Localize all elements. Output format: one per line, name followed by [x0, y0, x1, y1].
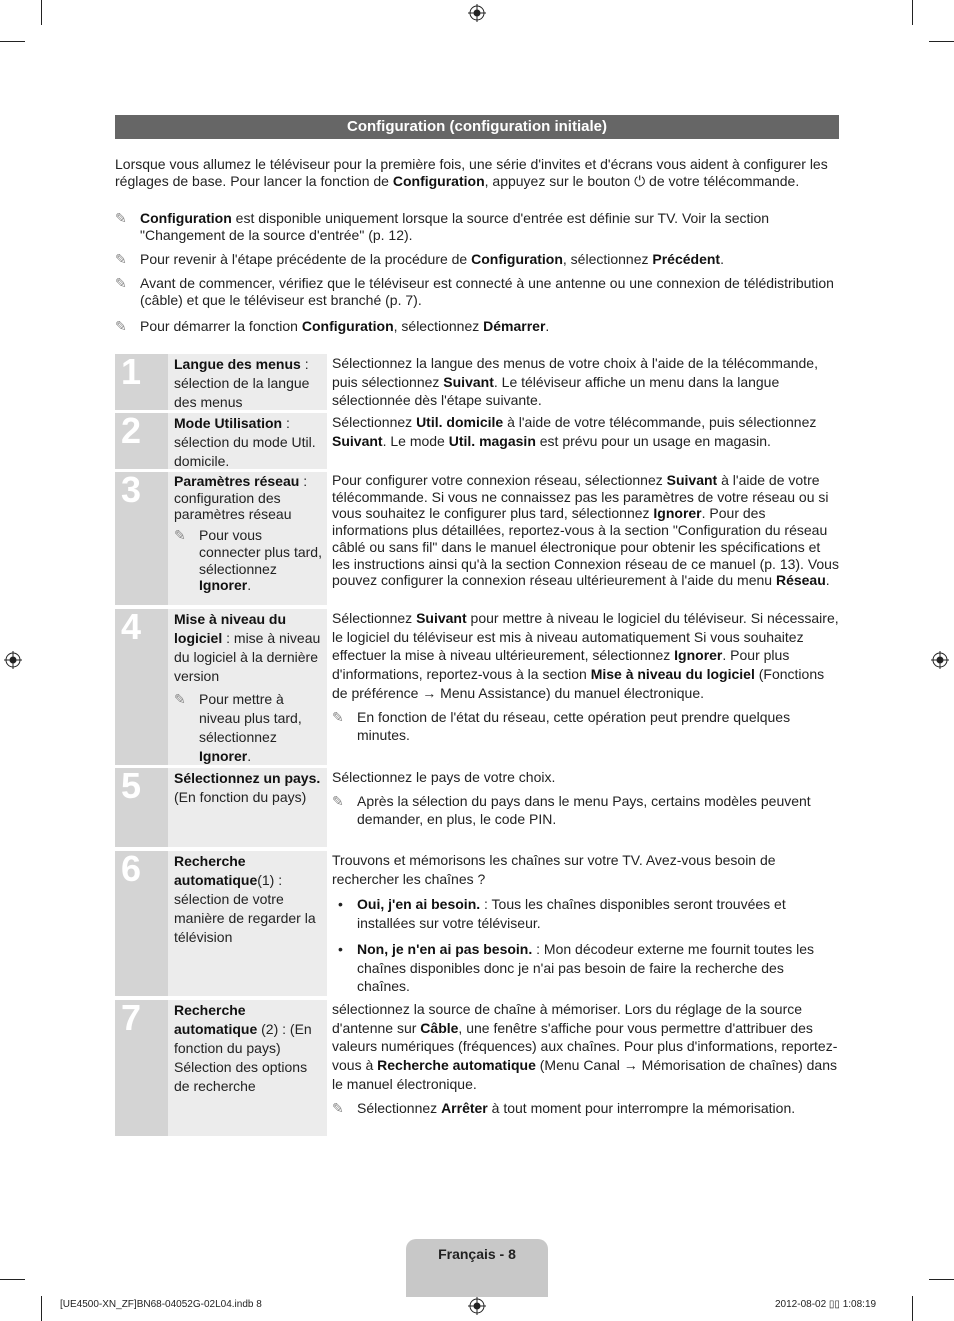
step-description: Sélectionnez le pays de votre choix. ✎ Après la sélection du pays dans le menu Pays, certains modèles peuvent demander, en plus, le code PIN. — [332, 769, 811, 828]
step-number: 1 — [115, 354, 168, 410]
intro-text: de votre télécommande. — [645, 172, 800, 189]
registration-mark-icon — [468, 1297, 486, 1315]
note-text: . — [720, 251, 724, 267]
crop-mark — [0, 1279, 25, 1280]
pencil-note-icon: ✎ — [332, 708, 344, 725]
print-slug-left: [UE4500-XN_ZF]BN68-04052G-02L04.indb 8 — [60, 1299, 262, 1310]
step-number: 3 — [115, 472, 168, 605]
step-number: 2 — [115, 413, 168, 469]
crop-mark — [0, 41, 25, 42]
registration-mark-icon — [4, 651, 22, 669]
step-number: 5 — [115, 768, 168, 847]
step-description: sélectionnez la source de chaîne à mémoriser. Lors du réglage de la source d'antenne sur Câble, une fenêtre s'affiche pour vous permettre d'attribuer des valeurs numériques (fréquences) aux chaînes. Pour plus d'informations, reportez-vous à Recherche automatique (Menu Canal → Mémorisation de chaînes) dans le manuel électronique. ✎ Sélectionnez Arrêter à tout moment pour interrompre la mémorisation. — [332, 1001, 838, 1116]
pencil-note-icon: ✎ — [115, 318, 127, 334]
step-label: Recherche automatique(1) : sélection de votre manière de regarder la télévision — [168, 851, 327, 996]
step-description: Trouvons et mémorisons les chaînes sur votre TV. Avez-vous besoin de rechercher les chaînes ? • Oui, j'en ai besoin. : Tous les chaînes disponibles seront trouvées et installées sur votre téléviseur. • Non, je n'en ai pas besoin. : Mon décodeur externe me fournit toutes les chaînes disponibles donc je n'ai pas besoin de faire la recherche des chaînes. — [332, 851, 839, 996]
intro-bold: Configuration — [392, 172, 485, 189]
pencil-note-icon: ✎ — [174, 691, 186, 707]
pencil-note-icon: ✎ — [174, 527, 186, 544]
step-number: 6 — [115, 851, 168, 996]
note-bold: Précédent — [652, 251, 721, 267]
note-item — [115, 318, 835, 335]
note-text: , sélectionnez — [562, 251, 653, 267]
page-number-tab — [406, 1239, 548, 1297]
crop-mark — [929, 41, 954, 42]
crop-mark — [929, 1279, 954, 1280]
step-description: Pour configurer votre connexion réseau, sélectionnez Suivant à l'aide de votre télécommande. Si vous ne connaissez pas les paramètres de votre réseau ou si vous souhaitez le configurer plus tard, sélectionnez Ignorer. Pour des informations plus détaillées, reportez-vous à la section "Configuration du réseau câblé ou sans fil" dans le manuel électronique pour obtenir les spécifications et les instructions ainsi qu'à la section Connexion réseau de ce manuel (p. 13). Vous pouvez configurer la connexion réseau ultérieurement à l'aide du menu Réseau. — [332, 472, 839, 589]
step-row-5 — [115, 765, 839, 847]
step-label: Mode Utilisation : sélection du mode Util. domicile. — [168, 413, 327, 469]
pencil-note-icon: ✎ — [332, 1099, 344, 1116]
step-row-1 — [115, 351, 839, 410]
note-text: , sélectionnez — [393, 318, 484, 334]
note-text: Pour démarrer la fonction — [140, 318, 302, 334]
step-label: Recherche automatique (2) : (En fonction du pays) Sélection des options de recherche — [168, 1000, 327, 1136]
note-item — [115, 210, 835, 243]
pencil-note-icon: ✎ — [115, 275, 127, 291]
crop-mark — [41, 1296, 42, 1321]
step-label: Mise à niveau du logiciel : mise à niveau du logiciel à la dernière version ✎ Pour mettre à niveau plus tard, sélectionnez Ignorer. — [168, 609, 327, 765]
step-row-6 — [115, 848, 839, 996]
note-item — [115, 251, 835, 268]
step-row-2 — [115, 410, 839, 469]
crop-mark — [912, 0, 913, 25]
note-bold: Démarrer — [483, 318, 546, 334]
crop-mark — [41, 0, 42, 25]
step-description: Sélectionnez Util. domicile à l'aide de votre télécommande, puis sélectionnez Suivant. Le mode Util. magasin est prévu pour un usage en magasin. — [332, 414, 817, 449]
note-item — [115, 275, 835, 308]
crop-mark — [912, 1296, 913, 1321]
registration-mark-icon — [468, 4, 486, 22]
bullet-item: • Oui, j'en ai besoin. : Tous les chaînes disponibles seront trouvées et installées sur votre téléviseur. — [338, 896, 786, 932]
step-number: 4 — [115, 609, 168, 765]
step-description: Sélectionnez Suivant pour mettre à niveau le logiciel du téléviseur. Si nécessaire, le logiciel du téléviseur est mis à niveau automatiquement Si vous souhaitez effectuer la mise à niveau ultérieurement, sélectionnez Ignorer. Pour plus d'informations, reportez-vous à la section Mise à niveau du logiciel (Fonctions de préférence → Menu Assistance) du manuel électronique. ✎ En fonction de l'état du réseau, cette opération peut prendre quelques minutes. — [332, 610, 839, 744]
step-label: Paramètres réseau : configuration des paramètres réseau ✎ Pour vous connecter plus tard, sélectionnez Ignorer. — [168, 472, 327, 605]
pencil-note-icon: ✎ — [115, 251, 127, 267]
step-row-7 — [115, 997, 839, 1136]
step-label: Langue des menus : sélection de la langue des menus — [168, 354, 327, 410]
pencil-note-icon: ✎ — [115, 210, 127, 226]
note-text: est disponible uniquement lorsque la source d'entrée est définie sur TV. Voir la section "Changement de la source d'entrée" (p. 12). — [140, 210, 770, 243]
pencil-note-icon: ✎ — [332, 792, 344, 809]
note-text: Pour revenir à l'étape précédente de la procédure de — [140, 251, 472, 267]
print-slug-right: 2012-08-02 ▯▯ 1:08:19 — [775, 1299, 877, 1310]
step-description: Sélectionnez la langue des menus de votre choix à l'aide de la télécommande, puis sélectionnez Suivant. Le téléviseur affiche un menu dans la langue sélectionnée dès l'étape suivante. — [332, 355, 818, 409]
note-bold: Configuration — [471, 251, 563, 267]
intro-text: , appuyez sur le bouton — [484, 172, 635, 189]
step-number: 7 — [115, 1000, 168, 1136]
note-bold: Configuration — [301, 318, 394, 334]
registration-mark-icon — [931, 651, 949, 669]
page-number: Français - 8 — [438, 1246, 516, 1262]
note-text: Avant de commencer, vérifiez que le téléviseur est connecté à une antenne ou une connexion de télédistribution (câble) et que le téléviseur est branché (p. 7). — [140, 275, 834, 308]
step-row-3 — [115, 469, 839, 605]
intro-text: Lorsque vous allumez le téléviseur pour la première fois, une série d'invites et d'écrans vous aident à configurer les réglages de base. Pour lancer la fonction de — [115, 156, 828, 189]
power-icon: ⏻ — [634, 172, 646, 189]
intro-paragraph — [115, 156, 835, 189]
step-row-4 — [115, 606, 839, 765]
section-title: Configuration (configuration initiale) — [115, 115, 839, 139]
note-bold: Configuration — [140, 210, 232, 226]
note-text: . — [545, 318, 550, 334]
bullet-item: • Non, je n'en ai pas besoin. : Mon décodeur externe me fournit toutes les chaînes disponibles donc je n'ai pas besoin de faire la recherche des chaînes. — [338, 940, 814, 995]
step-label: Sélectionnez un pays.(En fonction du pays) — [168, 768, 327, 847]
